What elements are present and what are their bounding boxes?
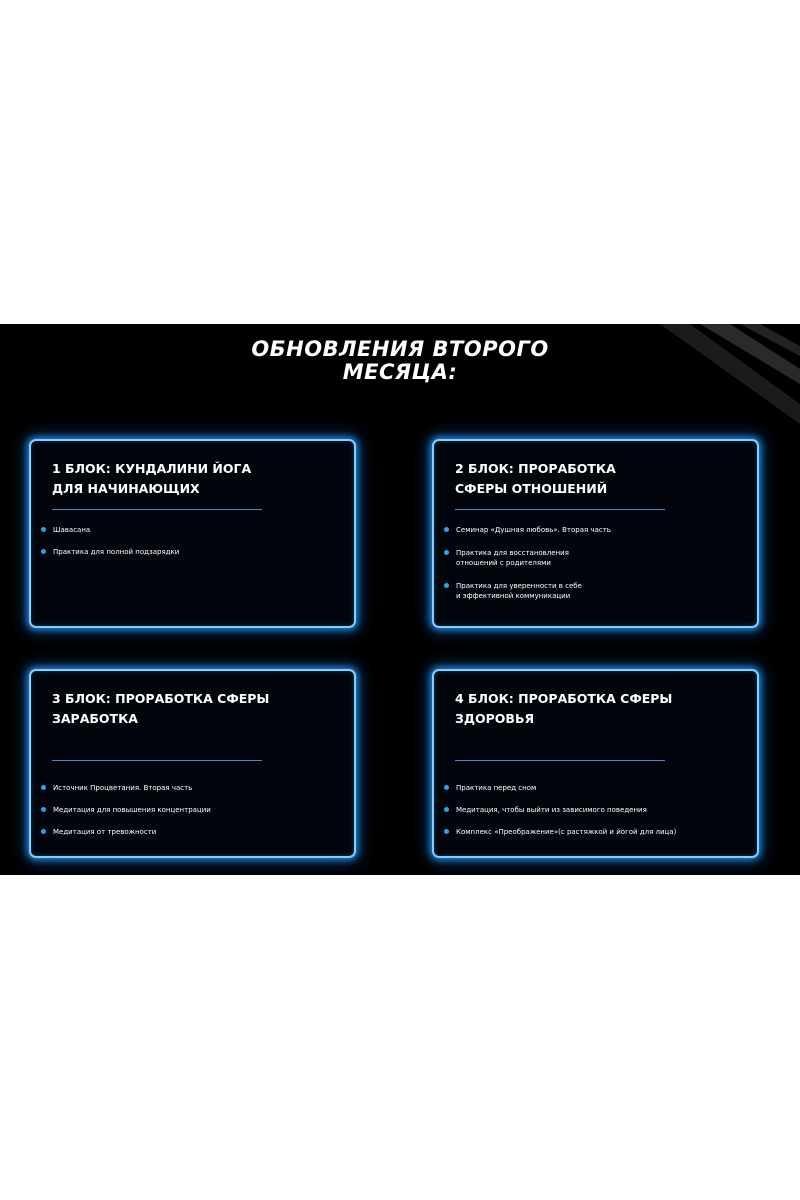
block-item-list — [444, 783, 749, 849]
bullet-dot-icon — [41, 829, 46, 834]
bullet-dot-icon — [41, 549, 46, 554]
list-item-text: Шавасана — [53, 526, 91, 534]
list-item — [444, 783, 749, 793]
block-title-line: 4 БЛОК: ПРОРАБОТКА СФЕРЫ — [455, 691, 673, 706]
list-item — [444, 827, 749, 837]
list-item-text: Семинар «Душная любовь». Вторая часть — [456, 526, 611, 534]
block-divider — [455, 509, 665, 510]
block-title — [455, 459, 735, 499]
section-title-line: МЕСЯЦА: — [342, 360, 458, 384]
bullet-dot-icon — [444, 550, 449, 555]
list-item — [41, 525, 346, 535]
block-title-line: 2 БЛОК: ПРОРАБОТКА — [455, 461, 616, 476]
block-card-2 — [432, 439, 759, 628]
bullet-dot-icon — [444, 583, 449, 588]
updates-section — [0, 324, 800, 875]
section-title — [0, 338, 800, 384]
list-item-text: Медитация для повышения концентрации — [53, 806, 211, 814]
bullet-dot-icon — [444, 807, 449, 812]
list-item-text: Комплекс «Преображение»(с растяжкой и йогой для лица) — [456, 828, 677, 836]
block-card-4 — [432, 669, 759, 858]
block-item-list — [41, 783, 346, 849]
block-divider — [52, 760, 262, 761]
block-title-line: 1 БЛОК: КУНДАЛИНИ ЙОГА — [52, 461, 252, 476]
block-title-line: ДЛЯ НАЧИНАЮЩИХ — [52, 481, 200, 496]
list-item — [41, 547, 346, 557]
block-card-1 — [29, 439, 356, 628]
list-item-text: Медитация, чтобы выйти из зависимого поведения — [456, 806, 647, 814]
block-item-list — [41, 525, 346, 569]
list-item — [444, 805, 749, 815]
list-item-text: Практика перед сном — [456, 784, 537, 792]
block-divider — [52, 509, 262, 510]
block-title-line: СФЕРЫ ОТНОШЕНИЙ — [455, 481, 608, 496]
block-card-3 — [29, 669, 356, 858]
list-item — [41, 783, 346, 793]
block-item-list — [444, 525, 749, 614]
bullet-dot-icon — [41, 785, 46, 790]
block-divider — [455, 760, 665, 761]
list-item — [41, 827, 346, 837]
list-item-text: Практика для восстановления — [456, 549, 569, 557]
bullet-dot-icon — [444, 785, 449, 790]
block-title — [52, 689, 332, 729]
bullet-dot-icon — [41, 807, 46, 812]
list-item — [444, 525, 749, 535]
list-item-text: Источник Процветания. Вторая часть — [53, 784, 193, 792]
list-item — [444, 548, 749, 568]
section-title-line: ОБНОВЛЕНИЯ ВТОРОГО — [251, 337, 549, 361]
list-item — [41, 805, 346, 815]
list-item-text: Практика для полной подзарядки — [53, 548, 180, 556]
block-title — [455, 689, 735, 729]
block-title-line: 3 БЛОК: ПРОРАБОТКА СФЕРЫ — [52, 691, 270, 706]
bullet-dot-icon — [41, 527, 46, 532]
list-item-text: Медитация от тревожности — [53, 828, 157, 836]
list-item — [444, 581, 749, 601]
list-item-text: Практика для уверенности в себе — [456, 582, 582, 590]
bullet-dot-icon — [444, 527, 449, 532]
list-item-text: отношений с родителями — [456, 559, 551, 567]
block-title-line: ЗДОРОВЬЯ — [455, 711, 535, 726]
list-item-text: и эффективной коммуникации — [456, 592, 571, 600]
bullet-dot-icon — [444, 829, 449, 834]
block-title-line: ЗАРАБОТКА — [52, 711, 138, 726]
block-title — [52, 459, 332, 499]
